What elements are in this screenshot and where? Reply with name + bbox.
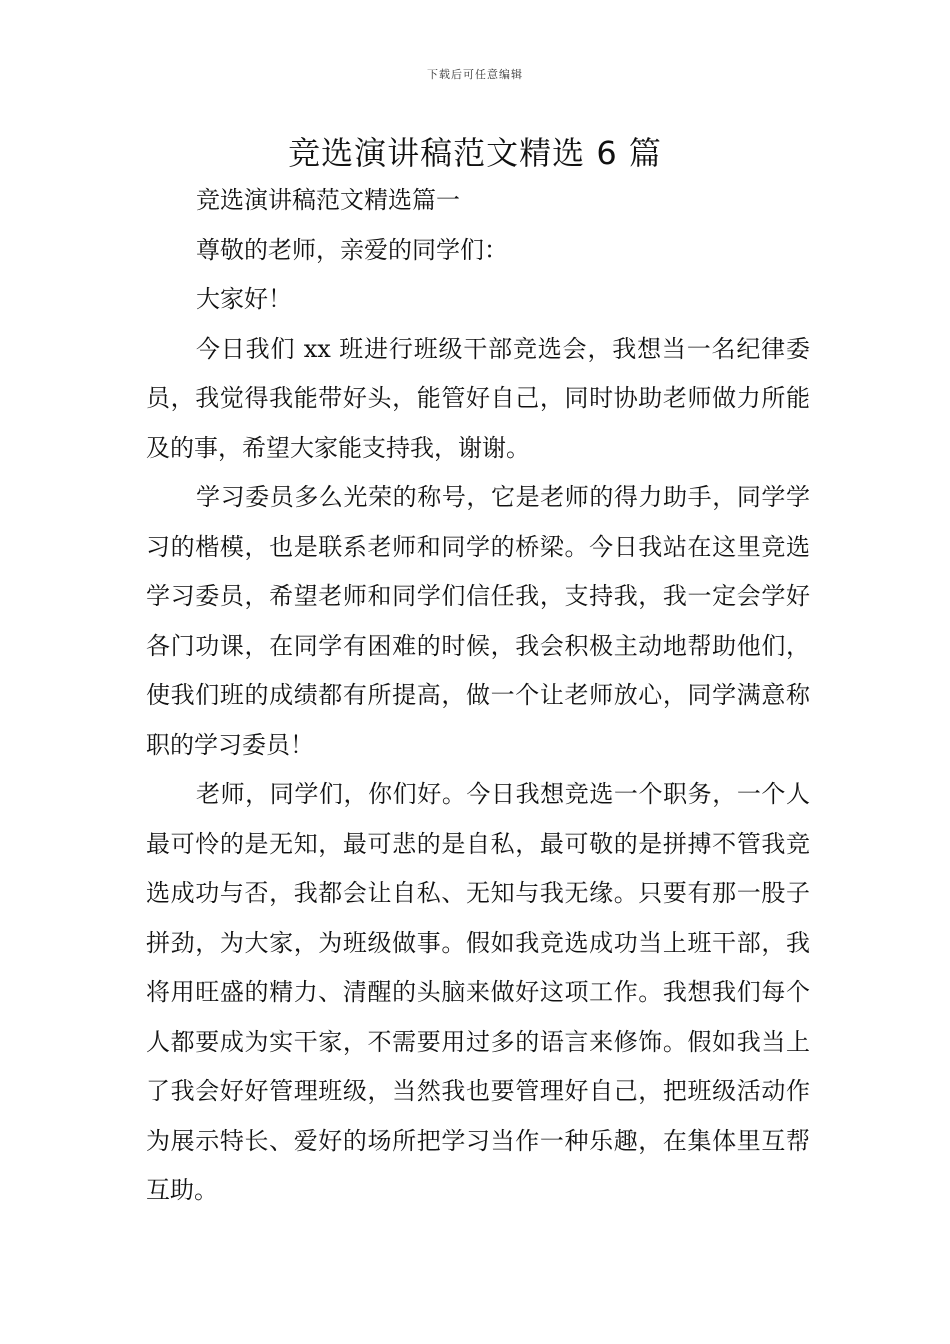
greeting: 大家好！ bbox=[196, 285, 292, 313]
body-paragraph: 今日我们 xx 班进行班级干部竞选会，我想当一名纪律委员，我觉得我能带好头，能管好自己，同时协助老师做力所能及的事，希望大家能支持我，谢谢。 bbox=[146, 334, 810, 462]
document-title: 竞选演讲稿范文精选 6 篇 bbox=[288, 134, 662, 172]
document-body bbox=[146, 176, 810, 1216]
salutation: 尊敬的老师，亲爱的同学们： bbox=[196, 235, 508, 264]
header-note: 下载后可任意编辑 bbox=[427, 68, 523, 81]
section-heading: 竞选演讲稿范文精选篇一 bbox=[196, 186, 460, 214]
body-paragraph: 老师，同学们，你们好。今日我想竞选一个职务，一个人最可怜的是无知，最可悲的是自私，最可敬的是拼搏不管我竞选成功与否，我都会让自私、无知与我无缘。只要有那一股子拼劲，为大家，为班级做事。假如我竞选成功当上班干部，我将用旺盛的精力、清醒的头脑来做好这项工作。我想我们每个人都要成为实干家，不需要用过多的语言来修饰。假如我当上了我会好好管理班级，当然我也要管理好自己，把班级活动作为展示特长、爱好的场所把学习当作一种乐趣，在集体里互帮互助。 bbox=[146, 780, 810, 1204]
body-paragraph: 学习委员多么光荣的称号，它是老师的得力助手，同学学习的楷模，也是联系老师和同学的桥梁。今日我站在这里竞选学习委员，希望老师和同学们信任我，支持我，我一定会学好各门功课，在同学有困难的时候，我会积极主动地帮助他们，使我们班的成绩都有所提高，做一个让老师放心，同学满意称职的学习委员！ bbox=[146, 483, 810, 759]
